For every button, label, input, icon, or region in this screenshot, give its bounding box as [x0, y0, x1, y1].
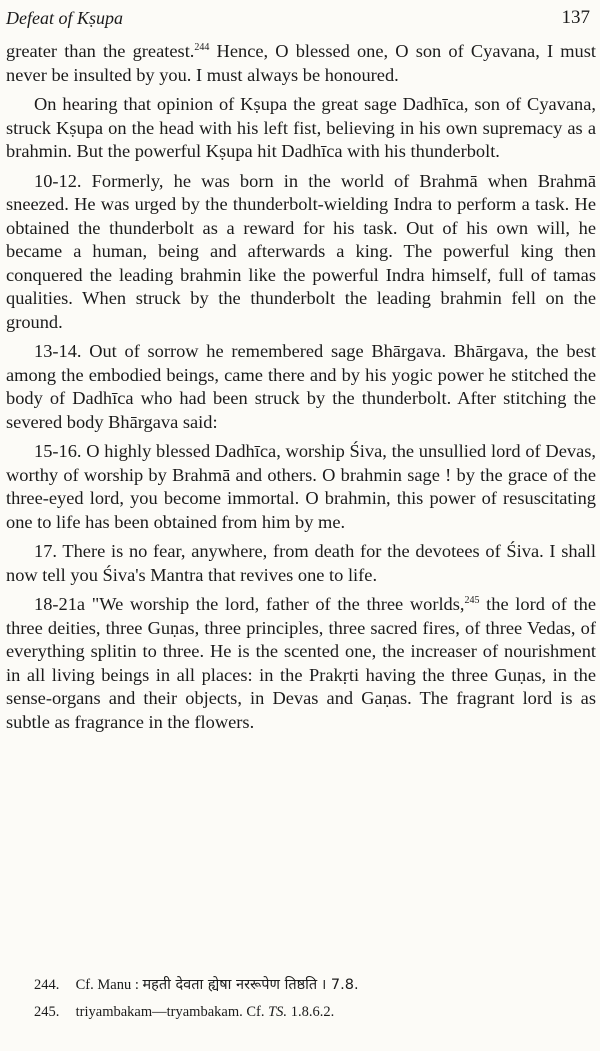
- footnotes: [34, 972, 590, 1026]
- footnote-245: [34, 999, 590, 1026]
- body-text: [6, 40, 596, 734]
- footnote-ref-244[interactable]: 244: [194, 42, 210, 53]
- footnote-devanagari: महती देवता ह्येषा नररूपेण तिष्ठति: [142, 977, 318, 993]
- paragraph: 17. There is no fear, anywhere, from death for the devotees of Śiva. I shall now tell you Śiva's Mantra that revives one to life.: [6, 541, 596, 585]
- footnote-lead: triyambakam—tryambakam. Cf.: [75, 1004, 265, 1020]
- footnote-italic: TS.: [268, 1004, 288, 1020]
- footnote-tail: 1.8.6.2.: [290, 1004, 335, 1020]
- paragraph: [6, 40, 596, 87]
- running-head: Defeat of Kṣupa: [6, 7, 123, 28]
- page-number: 137: [561, 7, 590, 28]
- footnote-number: 245.: [34, 1004, 60, 1020]
- paragraph: 15-16. O highly blessed Dadhīca, worship Śiva, the unsullied lord of Devas, worthy of worship by Brahmā and others. O brahmin sage ! by the grace of the three-eyed lord, you become immortal. O brahmin, this power of resuscitating one to life has been obtained from him by me.: [6, 441, 596, 532]
- paragraph-text: the lord of the three deities, three Guṇas, three principles, three sacred fires, of three Vedas, of everything splitin to three. He is the scented one, the increaser of nourishment in all living beings in all places: in the Prakṛti having the three Guṇas, in the sense-organs and their objects, in Devas and Gaṇas. The fragrant lord is as subtle as fragrance in the flowers.: [6, 594, 596, 732]
- footnote-number: 244.: [34, 977, 60, 993]
- paragraph-text: Hence, O blessed one, O son of Cyavana, I must never be insulted by you. I must always be honoured.: [6, 41, 596, 85]
- footnote-ref-245[interactable]: 245: [464, 595, 480, 606]
- page-header: [6, 2, 590, 34]
- paragraph: 10-12. Formerly, he was born in the world of Brahmā when Brahmā sneezed. He was urged by the thunderbolt-wielding Indra to perform a task. He obtained the thunderbolt as a reward for his task. Out of his own will, he became a human, being and afterwards a king. The powerful king then conquered the leading brahmin like the powerful Indra himself, full of tamas qualities. When struck by the thunderbolt the leading brahmin fell on the ground.: [6, 170, 596, 332]
- footnote-244: [34, 972, 590, 999]
- paragraph-text: greater than the greatest.: [6, 41, 195, 61]
- paragraph: [6, 593, 596, 734]
- footnote-tail: । 7.8.: [320, 977, 359, 993]
- paragraph: On hearing that opinion of Kṣupa the great sage Dadhīca, son of Cyavana, struck Kṣupa on the head with his left fist, believing in his own supremacy as a brahmin. But the powerful Kṣupa hit Dadhīca with his thunderbolt.: [6, 94, 596, 161]
- footnote-lead: Cf. Manu :: [75, 977, 139, 993]
- paragraph: 13-14. Out of sorrow he remembered sage Bhārgava. Bhārgava, the best among the embodied beings, came there and by his yogic power he stitched the body of Dadhīca who had been struck by the thunderbolt. After stitching the severed body Bhārgava said:: [6, 341, 596, 432]
- paragraph-text: 18-21a "We worship the lord, father of the three worlds,: [34, 594, 465, 614]
